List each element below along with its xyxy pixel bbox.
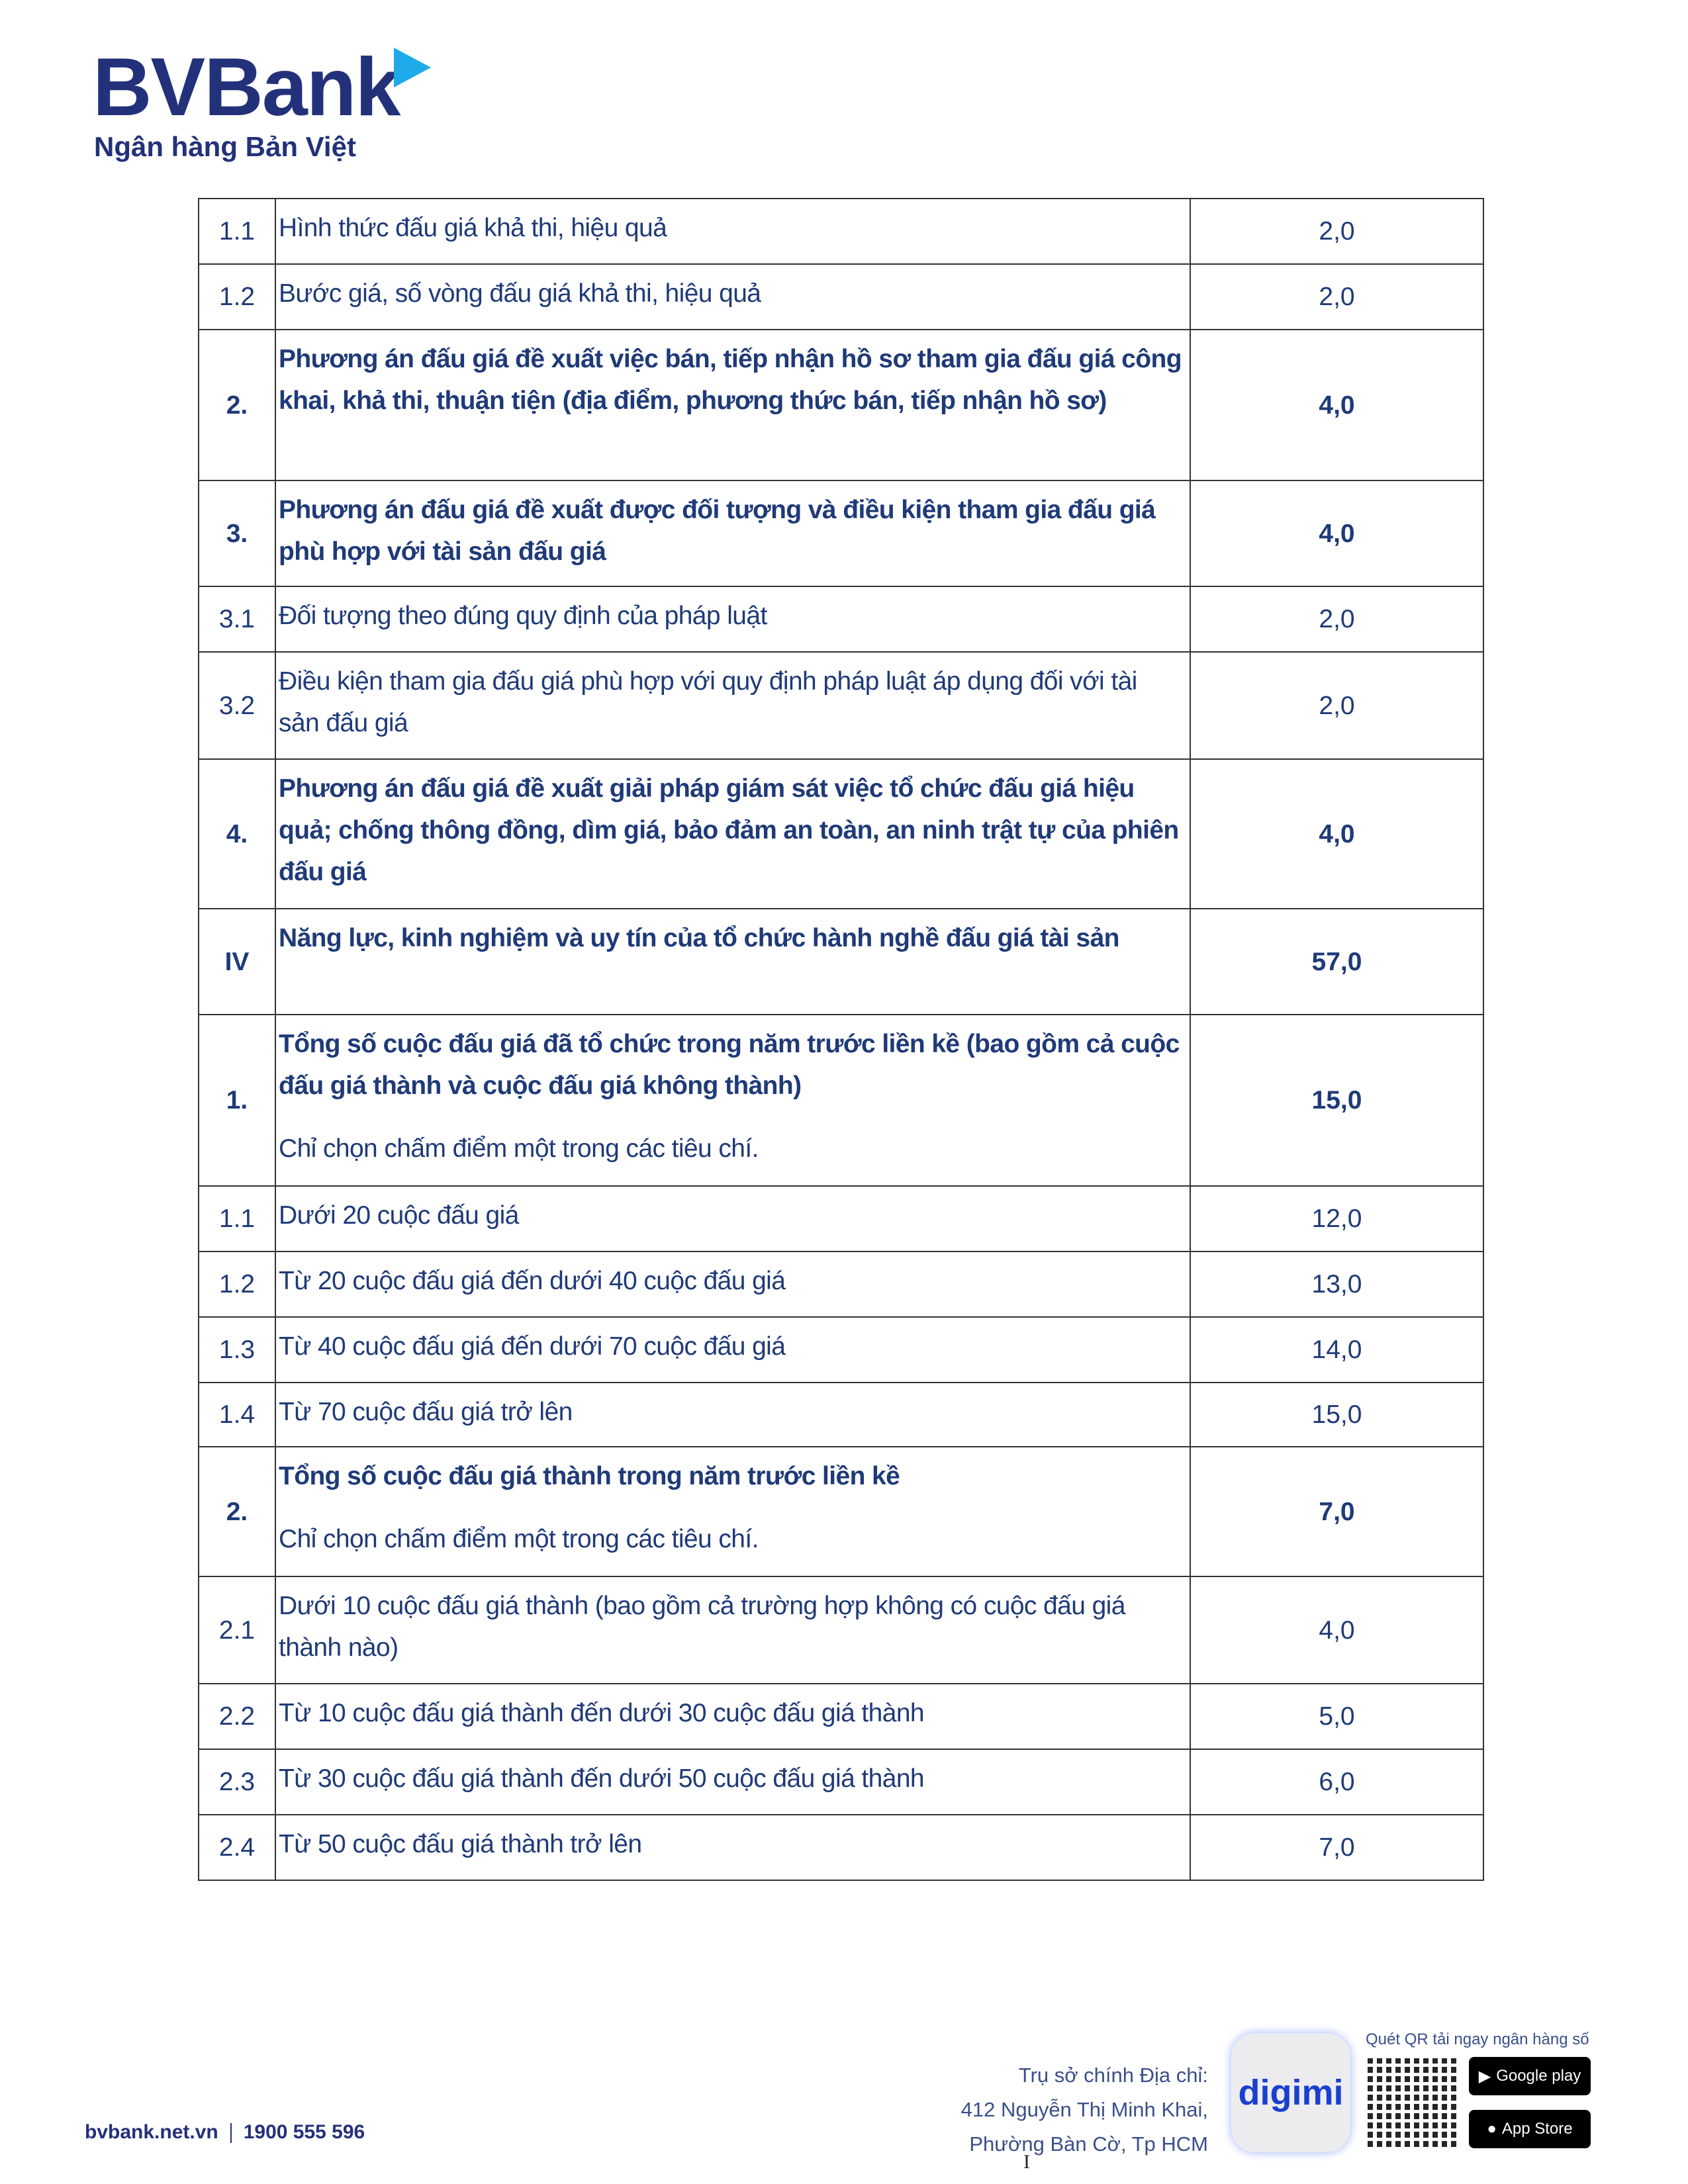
table-row <box>199 652 1483 759</box>
item-number: 2. <box>199 1447 275 1576</box>
score-value: 15,0 <box>1190 1383 1483 1447</box>
criterion-cell <box>275 1447 1190 1576</box>
criterion-cell <box>275 909 1190 1015</box>
qr-code-icon <box>1368 2058 1456 2147</box>
item-number: 1.4 <box>199 1383 275 1447</box>
score-value: 4,0 <box>1190 759 1483 909</box>
criterion-cell <box>275 1383 1190 1447</box>
table-row <box>199 1251 1483 1317</box>
score-value: 13,0 <box>1190 1251 1483 1317</box>
score-value: 4,0 <box>1190 1576 1483 1684</box>
criterion-text: Dưới 10 cuộc đấu giá thành (bao gồm cả trường hợp không có cuộc đấu giá thành nào) <box>279 1592 1125 1662</box>
item-number: 1.2 <box>199 264 275 330</box>
address-block <box>961 2058 1208 2161</box>
criterion-cell <box>275 199 1190 264</box>
criterion-text: Tổng số cuộc đấu giá thành trong năm trước liền kề <box>279 1462 900 1490</box>
score-value: 5,0 <box>1190 1684 1483 1749</box>
text-cursor: I <box>1023 2151 1030 2173</box>
table-row <box>199 1383 1483 1447</box>
score-value: 2,0 <box>1190 199 1483 264</box>
score-value: 2,0 <box>1190 652 1483 759</box>
criterion-cell <box>275 480 1190 586</box>
criterion-text: Phương án đấu giá đề xuất việc bán, tiếp nhận hồ sơ tham gia đấu giá công khai, khả thi, thuận tiện (địa điểm, phương thức bán, tiếp nhận hồ sơ) <box>279 345 1182 415</box>
item-number: 1.2 <box>199 1251 275 1317</box>
app-store-badge[interactable] <box>1469 2110 1591 2148</box>
item-number: 2.3 <box>199 1749 275 1815</box>
item-number: 2. <box>199 330 275 480</box>
app-store-label: App Store <box>1501 2120 1573 2138</box>
table-row <box>199 1815 1483 1880</box>
app-name: digimi <box>1238 2073 1344 2113</box>
criterion-text: Phương án đấu giá đề xuất được đối tượng và điều kiện tham gia đấu giá phù hợp với tài sản đấu giá <box>279 496 1156 566</box>
divider <box>230 2123 232 2143</box>
item-number: 2.4 <box>199 1815 275 1880</box>
criterion-cell <box>275 1749 1190 1815</box>
score-value: 6,0 <box>1190 1749 1483 1815</box>
table-row <box>199 264 1483 330</box>
criterion-cell <box>275 330 1190 480</box>
criterion-text: Phương án đấu giá đề xuất giải pháp giám sát việc tổ chức đấu giá hiệu quả; chống thông đồng, dìm giá, bảo đảm an toàn, an ninh trật tự của phiên đấu giá <box>279 774 1179 886</box>
item-number: IV <box>199 909 275 1015</box>
item-number: 1.1 <box>199 1186 275 1251</box>
footer-contact <box>85 2121 365 2144</box>
criterion-text: Dưới 20 cuộc đấu giá <box>279 1201 519 1230</box>
item-number: 3. <box>199 480 275 586</box>
google-play-badge[interactable] <box>1469 2057 1591 2095</box>
criterion-cell <box>275 1815 1190 1880</box>
criterion-text: Từ 40 cuộc đấu giá đến dưới 70 cuộc đấu giá <box>279 1332 786 1361</box>
item-number: 2.1 <box>199 1576 275 1684</box>
item-number: 1. <box>199 1015 275 1186</box>
score-value: 7,0 <box>1190 1815 1483 1880</box>
criterion-text: Từ 10 cuộc đấu giá thành đến dưới 30 cuộc đấu giá thành <box>279 1699 925 1727</box>
table-row <box>199 1684 1483 1749</box>
score-value: 14,0 <box>1190 1317 1483 1383</box>
item-number: 3.1 <box>199 586 275 652</box>
bvbank-logo <box>93 40 450 172</box>
item-number: 1.1 <box>199 199 275 264</box>
table-row <box>199 1186 1483 1251</box>
criterion-text: Điều kiện tham gia đấu giá phù hợp với quy định pháp luật áp dụng đối với tài sản đấu giá <box>279 667 1137 737</box>
score-value: 7,0 <box>1190 1447 1483 1576</box>
score-value: 57,0 <box>1190 909 1483 1015</box>
criterion-cell <box>275 1015 1190 1186</box>
item-number: 3.2 <box>199 652 275 759</box>
table-row <box>199 1749 1483 1815</box>
item-number: 1.3 <box>199 1317 275 1383</box>
logo-subtitle: Ngân hàng Bản Việt <box>94 131 356 162</box>
table-row <box>199 759 1483 909</box>
criteria-table <box>198 198 1484 1881</box>
table-row <box>199 1576 1483 1684</box>
criterion-cell <box>275 652 1190 759</box>
criterion-text: Bước giá, số vòng đấu giá khả thi, hiệu quả <box>279 279 761 308</box>
criterion-text: Từ 50 cuộc đấu giá thành trở lên <box>279 1830 642 1858</box>
table-row <box>199 1015 1483 1186</box>
criterion-text: Từ 70 cuộc đấu giá trở lên <box>279 1398 573 1426</box>
item-number: 2.2 <box>199 1684 275 1749</box>
criterion-text: Đối tượng theo đúng quy định của pháp luật <box>279 602 767 630</box>
criterion-cell <box>275 1684 1190 1749</box>
criterion-text: Hình thức đấu giá khả thi, hiệu quả <box>279 214 667 242</box>
criterion-cell <box>275 264 1190 330</box>
score-value: 15,0 <box>1190 1015 1483 1186</box>
score-value: 2,0 <box>1190 586 1483 652</box>
criterion-cell <box>275 1317 1190 1383</box>
address-label: Trụ sở chính Địa chỉ: <box>1018 2064 1208 2087</box>
score-value: 4,0 <box>1190 480 1483 586</box>
logo-text: BVBank <box>93 42 400 133</box>
table-row <box>199 1317 1483 1383</box>
play-icon: ▶ <box>1478 2067 1491 2085</box>
criterion-cell <box>275 586 1190 652</box>
criterion-cell <box>275 1186 1190 1251</box>
address-line1: 412 Nguyễn Thị Minh Khai, <box>961 2098 1208 2121</box>
score-value: 2,0 <box>1190 264 1483 330</box>
score-value: 12,0 <box>1190 1186 1483 1251</box>
website-link[interactable]: bvbank.net.vn <box>85 2121 218 2143</box>
address-line2: Phường Bàn Cờ, Tp HCM <box>969 2132 1208 2156</box>
google-play-label: Google play <box>1496 2067 1581 2085</box>
hotline: 1900 555 596 <box>243 2121 365 2143</box>
criterion-cell <box>275 759 1190 909</box>
apple-icon: ● <box>1487 2120 1497 2138</box>
table-row <box>199 586 1483 652</box>
criterion-text: Năng lực, kinh nghiệm và uy tín của tổ chức hành nghề đấu giá tài sản <box>279 924 1119 952</box>
criterion-cell <box>275 1251 1190 1317</box>
criterion-text: Tổng số cuộc đấu giá đã tổ chức trong năm trước liền kề (bao gồm cả cuộc đấu giá thành và cuộc đấu giá không thành) <box>279 1030 1180 1100</box>
table-row <box>199 330 1483 480</box>
table-row <box>199 1447 1483 1576</box>
logo-triangle-icon <box>394 48 431 87</box>
criterion-text: Từ 30 cuộc đấu giá thành đến dưới 50 cuộc đấu giá thành <box>279 1764 925 1793</box>
table-row <box>199 480 1483 586</box>
table-row <box>199 199 1483 264</box>
criterion-text: Từ 20 cuộc đấu giá đến dưới 40 cuộc đấu giá <box>279 1267 786 1295</box>
item-number: 4. <box>199 759 275 909</box>
criterion-note: Chỉ chọn chấm điểm một trong các tiêu chí. <box>279 1134 759 1163</box>
qr-caption: Quét QR tải ngay ngân hàng số <box>1366 2030 1589 2048</box>
criterion-note: Chỉ chọn chấm điểm một trong các tiêu chí. <box>279 1525 759 1553</box>
table-row <box>199 909 1483 1015</box>
score-value: 4,0 <box>1190 330 1483 480</box>
criterion-cell <box>275 1576 1190 1684</box>
digimi-app-icon <box>1231 2033 1350 2152</box>
